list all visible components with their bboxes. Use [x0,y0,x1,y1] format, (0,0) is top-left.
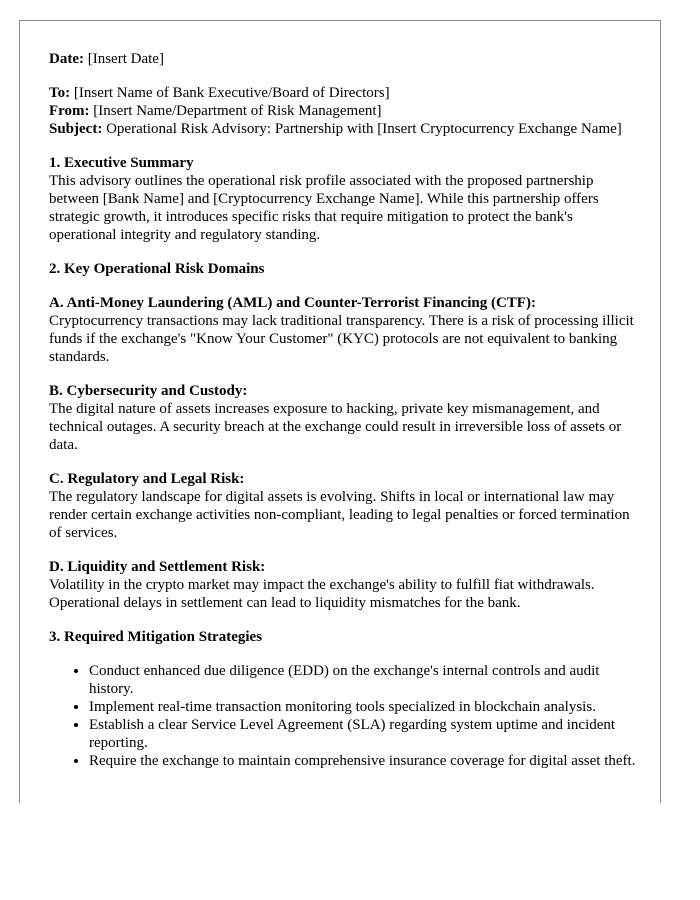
subject-line [49,120,639,138]
risk-domain-title: A. Anti-Money Laundering (AML) and Counter-Terrorist Financing (CTF): [49,295,536,311]
risk-domain-text: Volatility in the crypto market may impact the exchange's ability to fulfill fiat withdrawals. Operational delays in settlement can lead to liquidity mismatches for the bank. [49,577,595,611]
memo-content [49,50,639,770]
executive-summary-text: This advisory outlines the operational risk profile associated with the proposed partnership between [Bank Name] and [Cryptocurrency Exchange Name]. While this partnership offers strategic growth, it introduces specific risks that require mitigation to protect the bank's operational integrity and regulatory standing. [49,173,599,243]
risk-domain-text: The digital nature of assets increases exposure to hacking, private key mismanagement, and technical outages. A security breach at the exchange could result in irreversible loss of assets or data. [49,401,622,453]
list-item: • Implement real-time transaction monitoring tools specialized in blockchain analysis. [89,698,639,716]
risk-domain-title: B. Cybersecurity and Custody: [49,383,248,399]
list-item: • Establish a clear Service Level Agreement (SLA) regarding system uptime and incident reporting. [89,716,639,752]
to-line [49,84,639,102]
memo-page [19,20,661,803]
subject-value: Operational Risk Advisory: Partnership with [Insert Cryptocurrency Exchange Name] [106,121,622,137]
from-line [49,102,639,120]
list-item: • Conduct enhanced due diligence (EDD) on the exchange's internal controls and audit history. [89,662,639,698]
risk-domain-cybersecurity [49,382,639,454]
risk-domain-aml [49,294,639,366]
risk-domain-title: D. Liquidity and Settlement Risk: [49,559,266,575]
risk-domain-title: C. Regulatory and Legal Risk: [49,471,245,487]
date-label: Date: [49,51,84,67]
mitigation-list [49,662,639,770]
risk-domain-regulatory [49,470,639,542]
from-label: From: [49,103,90,119]
subject-label: Subject: [49,121,103,137]
executive-summary-section [49,154,639,244]
date-value: [Insert Date] [87,51,164,67]
date-line [49,50,639,68]
mitigation-heading: 3. Required Mitigation Strategies [49,629,263,645]
list-item: • Require the exchange to maintain comprehensive insurance coverage for digital asset theft. [89,752,639,770]
risk-domain-text: The regulatory landscape for digital assets is evolving. Shifts in local or international law may render certain exchange activities non-compliant, leading to legal penalties or forced termination of services. [49,489,630,541]
risk-domains-heading: 2. Key Operational Risk Domains [49,261,265,277]
from-value: [Insert Name/Department of Risk Management] [93,103,382,119]
executive-summary-heading: 1. Executive Summary [49,155,194,171]
risk-domain-liquidity [49,558,639,612]
risk-domain-text: Cryptocurrency transactions may lack traditional transparency. There is a risk of processing illicit funds if the exchange's "Know Your Customer" (KYC) protocols are not equivalent to banking standards. [49,313,634,365]
memo-header [49,84,639,138]
to-label: To: [49,85,71,101]
to-value: [Insert Name of Bank Executive/Board of Directors] [73,85,390,101]
